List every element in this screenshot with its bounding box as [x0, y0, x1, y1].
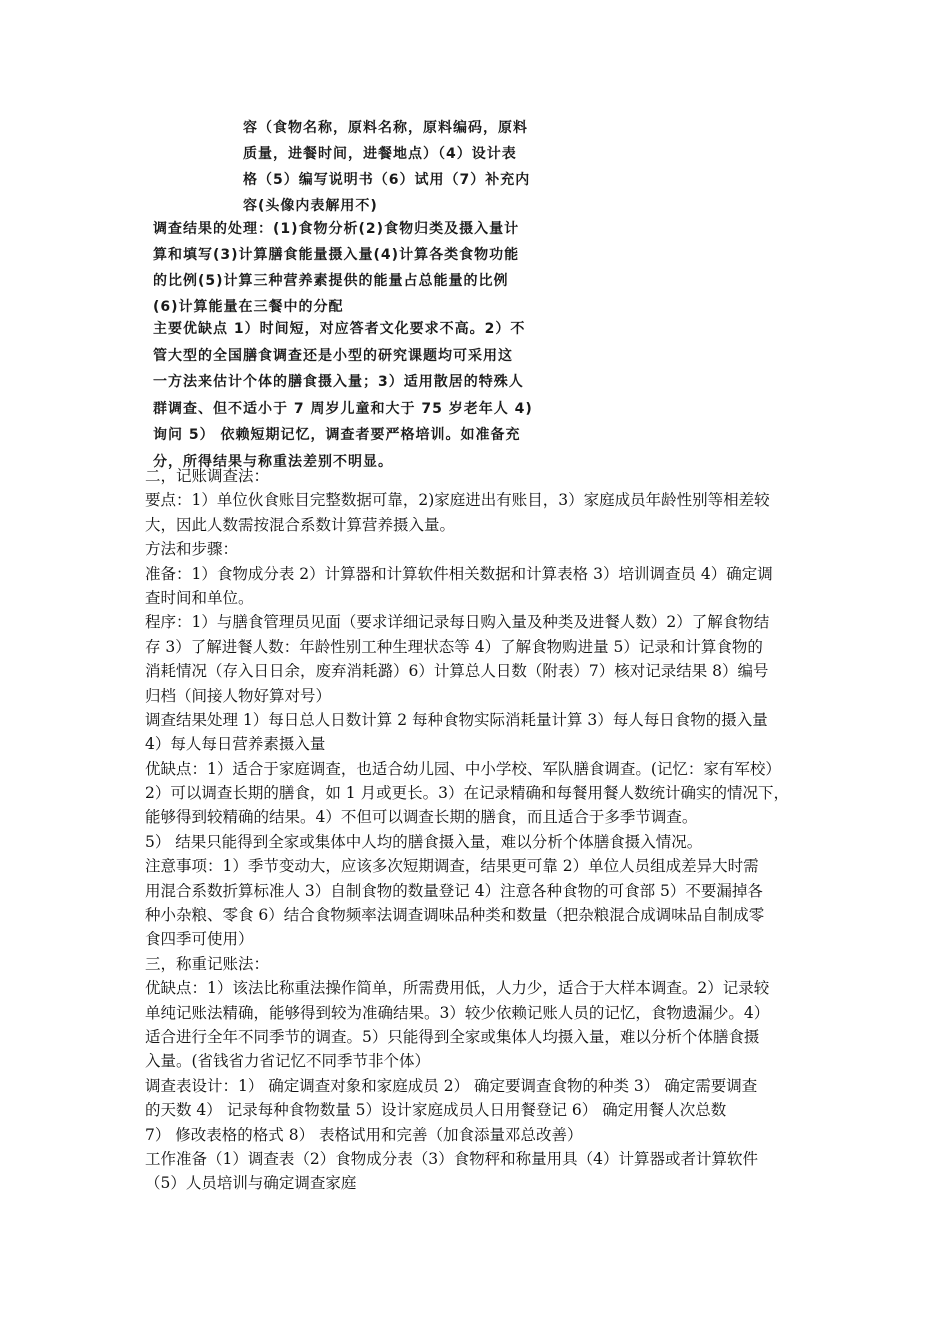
text-line: 存 3）了解进餐人数：年龄性别工种生理状态等 4）了解食物购进量 5）记录和计算食物的: [145, 637, 763, 656]
scan-line: 询问 5） 依赖短期记忆，调查者要严格培训。如准备充: [153, 427, 521, 443]
text-line: 要点：1）单位伙食账目完整数据可靠，2)家庭进出有账目，3）家庭成员年龄性别等相差较: [145, 491, 770, 510]
scan-line: 格（5）编写说明书（6）试用（7）补充内: [243, 172, 531, 188]
scan-line: 主要优缺点 1）时间短，对应答者文化要求不高。2）不: [153, 321, 526, 337]
scanned-excerpt-indented: [243, 115, 530, 219]
text-line: 的天数 4） 记录每种食物数量 5）设计家庭成员人日用餐登记 6） 确定用餐人次总数: [145, 1101, 727, 1120]
section-heading: 二，记账调查法：: [145, 467, 270, 485]
scan-line: 的比例(5)计算三种营养素提供的能量占总能量的比例: [153, 273, 509, 289]
text-line: （5）人员培训与确定调查家庭: [145, 1174, 357, 1193]
text-line: 归档（间接人物好算对号）: [145, 686, 332, 705]
text-line: 用混合系数折算标准人 3）自制食物的数量登记 4）注意各种食物的可食部 5）不要漏掉各: [145, 881, 763, 900]
scan-line: 管大型的全国膳食调查还是小型的研究课题均可采用这: [153, 347, 513, 364]
text-line: 消耗情况（存入日日余，废弃消耗潞）6）计算总人日数（附表）7）核对记录结果 8）编号: [145, 662, 769, 681]
scan-line: 调查结果的处理：(1)食物分析(2)食物归类及摄入量计: [153, 221, 520, 237]
scanned-excerpt-pros-cons: [153, 316, 533, 475]
text-line: 优缺点：1）该法比称重法操作简单，所需费用低，人力少，适合于大样本调查。2）记录较: [145, 979, 770, 998]
text-line: 方法和步骤：: [145, 540, 239, 559]
scanned-excerpt-result-processing: [153, 216, 519, 320]
section-heading: 三，称重记账法：: [145, 954, 270, 973]
text-line: 调查结果处理 1）每日总人日数计算 2 每种食物实际消耗量计算 3）每人每日食物的摄入量: [145, 710, 768, 729]
text-line: 4）每人每日营养素摄入量: [145, 735, 326, 754]
body-text: [145, 464, 810, 1196]
text-line: 工作准备（1）调查表（2）食物成分表（3）食物秤和称量用具（4）计算器或者计算软件: [145, 1149, 758, 1168]
scan-line: 群调查、但不适小于 7 周岁儿童和大于 75 岁老年人 4): [153, 400, 533, 417]
scan-line: 容（食物名称，原料名称，原料编码，原料: [243, 120, 528, 136]
text-line: 调查表设计：1） 确定调查对象和家庭成员 2） 确定要调查食物的种类 3） 确定需要调查: [145, 1076, 758, 1095]
scan-line: (6)计算能量在三餐中的分配: [153, 299, 344, 315]
text-line: 大，因此人数需按混合系数计算营养摄入量。: [145, 515, 456, 534]
text-line: 优缺点：1）适合于家庭调查，也适合幼儿园、中小学校、军队膳食调查。(记忆：家有军校）: [145, 759, 781, 778]
text-line: 查时间和单位。: [145, 588, 254, 607]
text-line: 程序：1）与膳食管理员见面（要求详细记录每日购入量及种类及进餐人数）2）了解食物结: [145, 613, 770, 632]
text-line: 5） 结果只能得到全家或集体中人均的膳食摄入量，难以分析个体膳食摄入情况。: [145, 832, 703, 851]
scan-line: 质量，进餐时间，进餐地点）（4）设计表: [243, 146, 517, 162]
text-line: 单纯记账法精确，能够得到较为准确结果。3）较少依赖记账人员的记忆，食物遗漏少。4）: [145, 1003, 770, 1022]
text-line: 能够得到较精确的结果。4）不但可以调查长期的膳食，而且适合于多季节调查。: [145, 808, 698, 827]
text-line: 2）可以调查长期的膳食，如 1 月或更长。3）在记录精确和每餐用餐人数统计确实的情况下，: [145, 784, 789, 803]
scan-line: 一方法来估计个体的膳食摄入量；3）适用散居的特殊人: [153, 374, 524, 390]
text-line: 适合进行全年不同季节的调查。5）只能得到全家或集体人均摄入量，难以分析个体膳食摄: [145, 1027, 760, 1046]
scan-line: 容(头像内表解用不): [243, 198, 378, 214]
text-line: 注意事项：1）季节变动大，应该多次短期调查，结果更可靠 2）单位人员组成差异大时需: [145, 857, 759, 876]
text-line: 7） 修改表格的格式 8） 表格试用和完善（加食添量邓总改善）: [145, 1125, 583, 1144]
text-line: 准备：1）食物成分表 2）计算器和计算软件相关数据和计算表格 3）培训调查员 4）确定调: [145, 564, 773, 583]
text-line: 种小杂粮、零食 6）结合食物频率法调查调味品种类和数量（把杂粮混合成调味品自制成零: [145, 906, 765, 925]
text-line: 食四季可使用）: [145, 930, 254, 949]
scan-line: 算和填写(3)计算膳食能量摄入量(4)计算各类食物功能: [153, 247, 520, 263]
text-line: 入量。(省钱省力省记忆不同季节非个体）: [145, 1052, 431, 1071]
scan-line: 分，所得结果与称重法差别不明显。: [153, 453, 393, 470]
